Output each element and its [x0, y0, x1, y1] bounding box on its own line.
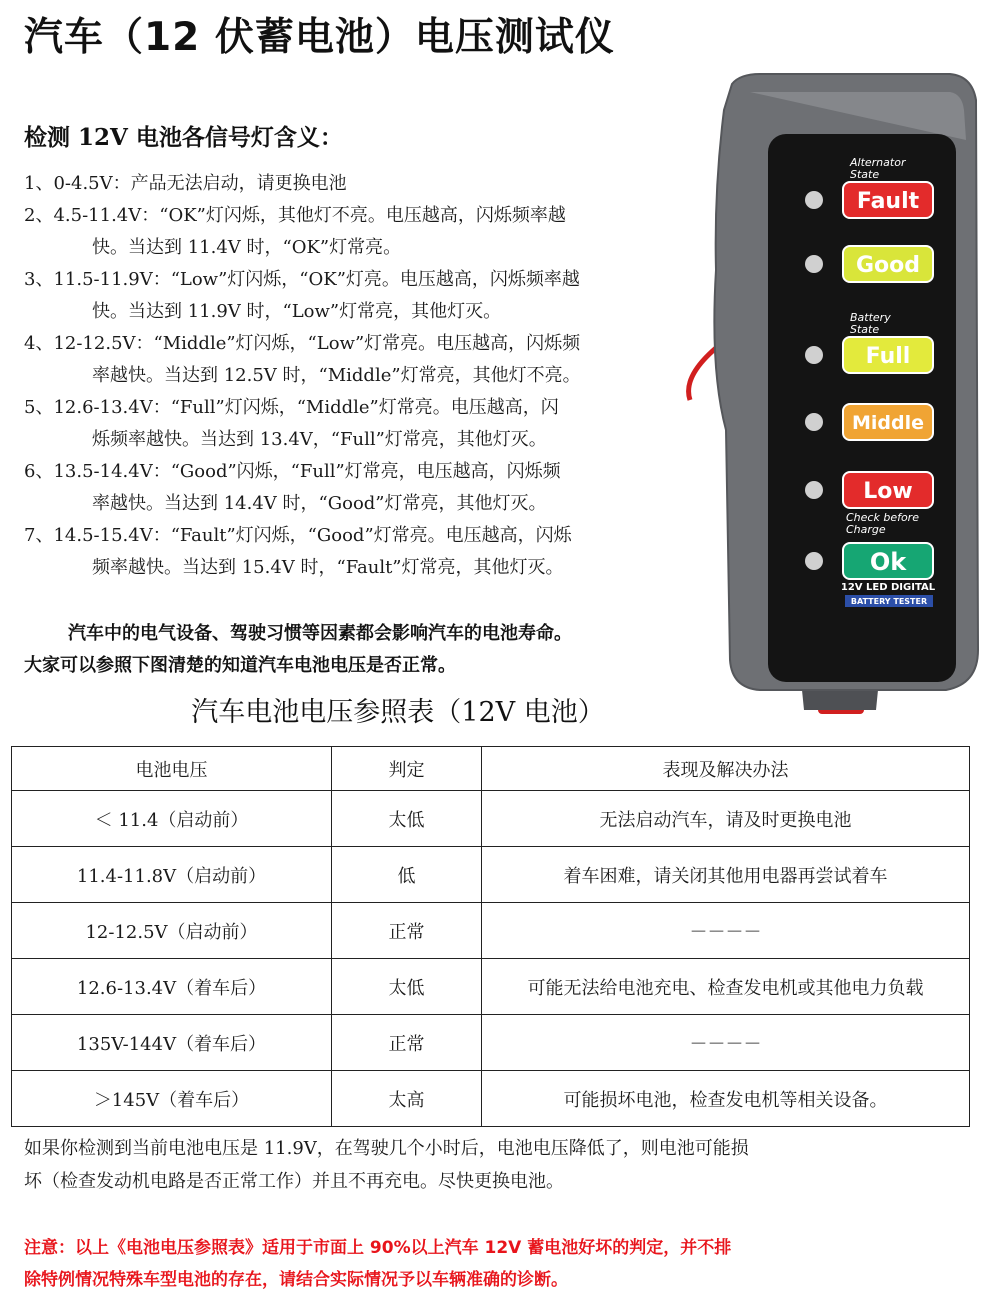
- page-title: 汽车（12 伏蓄电池）电压测试仪: [24, 15, 615, 60]
- voltage-cell: ＜ 11.4（启动前）: [12, 791, 332, 847]
- voltage-cell: 11.4-11.8V（启动前）: [12, 847, 332, 903]
- rule-line: 5、12.6-13.4V：“Full”灯闪烁，“Middle”灯常亮。电压越高，闪: [24, 397, 559, 418]
- good-badge: [843, 246, 933, 282]
- solution-cell: 无法启动汽车，请及时更换电池: [482, 791, 970, 847]
- battery-life-note: [24, 618, 704, 682]
- solution-cell: 可能损坏电池，检查发电机等相关设备。: [482, 1071, 970, 1127]
- full-label: Full: [865, 344, 911, 369]
- paragraph-line: 如果你检测到当前电池电压是 11.9V，在驾驶几个小时后，电池电压降低了，则电池可能损: [24, 1138, 749, 1159]
- judgement-cell: 正常: [332, 1015, 482, 1071]
- good-label: Good: [855, 253, 921, 278]
- alternator-state-label: Alternator: [850, 156, 906, 169]
- after-table-paragraph: [24, 1132, 924, 1198]
- voltage-cell: 12-12.5V（启动前）: [12, 903, 332, 959]
- battery-tester-device: [680, 70, 986, 730]
- voltage-reference-table: [11, 746, 970, 1127]
- solution-cell: －－－－: [482, 903, 970, 959]
- led-dot-middle: [805, 413, 823, 431]
- solution-cell: 可能无法给电池充电、检查发电机或其他电力负载: [482, 959, 970, 1015]
- rule-line: 4、12-12.5V：“Middle”灯闪烁，“Low”灯常亮。电压越高，闪烁频: [24, 333, 581, 354]
- table-row: [12, 1071, 970, 1127]
- alternator-state-label: State: [850, 168, 880, 181]
- table-row: [12, 847, 970, 903]
- middle-label: Middle: [851, 412, 925, 434]
- led-dot-ok: [805, 552, 823, 570]
- fault-label: Fault: [856, 189, 920, 214]
- table-row: [12, 791, 970, 847]
- device-footer-line2: BATTERY TESTER: [850, 597, 928, 606]
- fault-badge: [843, 182, 933, 218]
- signal-rules-list: [24, 168, 684, 584]
- middle-badge: [843, 404, 933, 440]
- low-badge: [843, 472, 933, 508]
- table-header-cell: 表现及解决办法: [482, 747, 970, 791]
- table-row: [12, 959, 970, 1015]
- voltage-cell: 12.6-13.4V（着车后）: [12, 959, 332, 1015]
- warning-note: [24, 1232, 984, 1296]
- rule-line: 6、13.5-14.4V：“Good”闪烁，“Full”灯常亮，电压越高，闪烁频: [24, 461, 561, 482]
- judgement-cell: 太高: [332, 1071, 482, 1127]
- check-before-charge-label: Charge: [846, 523, 886, 536]
- battery-state-label: Battery: [850, 311, 891, 324]
- rule-line: 率越快。当达到 12.5V 时，“Middle”灯常亮，其他灯不亮。: [92, 365, 581, 386]
- low-label: Low: [863, 479, 913, 504]
- full-badge: [843, 337, 933, 373]
- ok-badge: [843, 543, 933, 579]
- table-header-cell: 判定: [332, 747, 482, 791]
- solution-cell: －－－－: [482, 1015, 970, 1071]
- rule-line: 烁频率越快。当达到 13.4V，“Full”灯常亮，其他灯灭。: [92, 429, 547, 450]
- section-subtitle: 检测 12V 电池各信号灯含义：: [24, 124, 343, 151]
- paragraph-line: 坏（检查发动机电路是否正常工作）并且不再充电。尽快更换电池。: [24, 1171, 564, 1192]
- table-header-row: [12, 747, 970, 791]
- device-footer-line1: 12V LED DIGITAL: [840, 582, 936, 593]
- judgement-cell: 正常: [332, 903, 482, 959]
- table-header-cell: 电池电压: [12, 747, 332, 791]
- check-before-charge-label: Check before: [846, 511, 919, 524]
- led-dot-fault: [805, 191, 823, 209]
- ok-label: Ok: [869, 548, 907, 576]
- led-dot-low: [805, 481, 823, 499]
- warning-line: 除特例情况特殊车型电池的存在，请结合实际情况予以车辆准确的诊断。: [24, 1270, 568, 1290]
- led-dot-full: [805, 346, 823, 364]
- rule-line: 7、14.5-15.4V：“Fault”灯闪烁，“Good”灯常亮。电压越高，闪烁: [24, 525, 572, 546]
- rule-line: 2、4.5-11.4V：“OK”灯闪烁，其他灯不亮。电压越高，闪烁频率越: [24, 205, 566, 226]
- voltage-cell: 135V-144V（着车后）: [12, 1015, 332, 1071]
- warning-line: 注意：以上《电池电压参照表》适用于市面上 90%以上汽车 12V 蓄电池好坏的判定，并不排: [24, 1238, 732, 1258]
- table-row: [12, 1015, 970, 1071]
- battery-state-label: State: [850, 323, 880, 336]
- voltage-cell: ＞145V（着车后）: [12, 1071, 332, 1127]
- rule-line: 1、0-4.5V：产品无法启动，请更换电池: [24, 173, 347, 194]
- solution-cell: 着车困难，请关闭其他用电器再尝试着车: [482, 847, 970, 903]
- judgement-cell: 太低: [332, 791, 482, 847]
- table-row: [12, 903, 970, 959]
- rule-line: 快。当达到 11.9V 时，“Low”灯常亮，其他灯灭。: [92, 301, 502, 322]
- rule-line: 率越快。当达到 14.4V 时，“Good”灯常亮，其他灯灭。: [92, 493, 547, 514]
- judgement-cell: 太低: [332, 959, 482, 1015]
- rule-line: 频率越快。当达到 15.4V 时，“Fault”灯常亮，其他灯灭。: [92, 557, 564, 578]
- rule-line: 快。当达到 11.4V 时，“OK”灯常亮。: [92, 237, 402, 258]
- rule-line: 3、11.5-11.9V：“Low”灯闪烁，“OK”灯亮。电压越高，闪烁频率越: [24, 269, 580, 290]
- judgement-cell: 低: [332, 847, 482, 903]
- note-line: 大家可以参照下图清楚的知道汽车电池电压是否正常。: [24, 655, 456, 676]
- note-line: 汽车中的电气设备、驾驶习惯等因素都会影响汽车的电池寿命。: [68, 623, 572, 644]
- table-title: 汽车电池电压参照表（12V 电池）: [191, 697, 605, 728]
- led-dot-good: [805, 255, 823, 273]
